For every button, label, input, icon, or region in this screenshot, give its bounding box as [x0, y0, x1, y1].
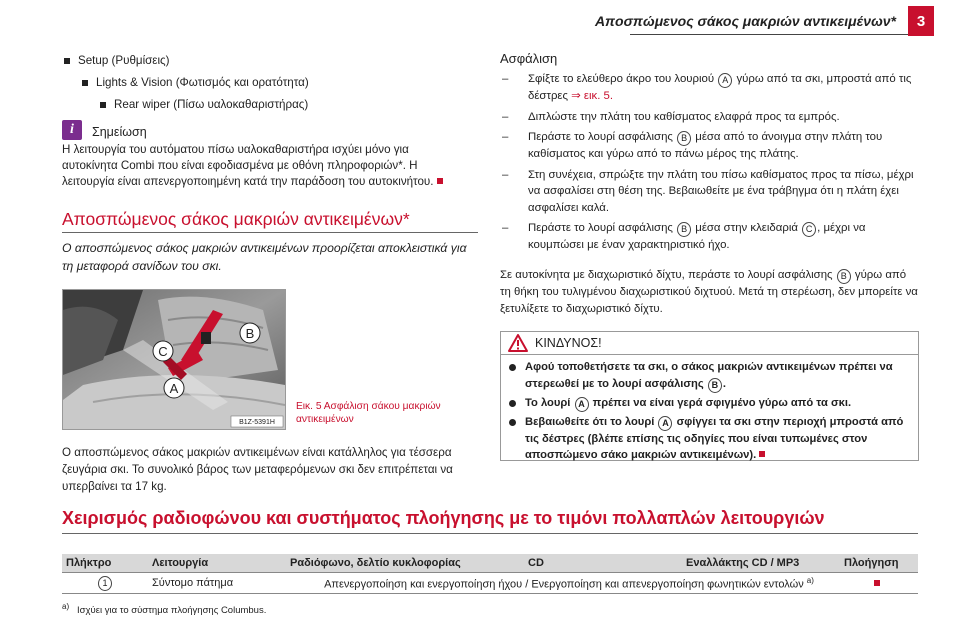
description-cell: Απενεργοποίηση και ενεργοποίηση ήχου / Ενεργοποίηση και απενεργοποίηση φωνητικών εντολών $^{a)}$	[286, 573, 918, 594]
list-item: Setup (Ρυθμίσεις)	[62, 52, 482, 69]
end-mark-icon	[759, 451, 765, 457]
section-title: Αποσπώμενος σάκος μακριών αντικειμένων*	[62, 209, 410, 229]
footnote: $^{a)}$ Ισχύει για το σύστημα πλοήγησης Columbus.	[62, 602, 267, 617]
divider-net-paragraph: Σε αυτοκίνητα με διαχωριστικό δίχτυ, περάστε το λουρί ασφάλισης B γύρω από τη θήκη του τυλιγμένου διαχωριστικού διχτυού. Μετά τη στερέωση, δεν μπορείτε να ξετυλίξετε το διαχωριστικό δίχτυ.	[500, 269, 918, 315]
section-rule	[62, 232, 478, 233]
capacity-paragraph: Ο αποσπώμενος σάκος μακριών αντικειμένων είναι κατάλληλος για τέσσερα ζευγάρια σκι. Το συνολικό βάρος των μεταφερόμενων σκι δεν επιτρέπεται να υπερβαίνει τα 17 kg.	[62, 446, 453, 493]
arrow-right-icon: ⇒	[571, 90, 581, 102]
end-mark-icon	[874, 580, 880, 586]
figure-label-a: A	[169, 381, 179, 396]
label-c-marker: C	[802, 222, 816, 237]
step-item: – Περάστε το λουρί ασφάλισης B μέσα από το άνοιγμα στην πλάτη του καθίσματος και γύρω από το πάνω μέρος της πλάτης.	[500, 129, 918, 163]
header-rule	[630, 34, 912, 35]
label-b-marker: B	[677, 131, 691, 146]
label-b-marker: B	[677, 222, 691, 237]
list-item: Lights & Vision (Φωτισμός και ορατότητα)	[80, 74, 482, 91]
list-item: Rear wiper (Πίσω υαλοκαθαριστήρας)	[98, 96, 482, 113]
label-b-marker: B	[708, 378, 722, 393]
label-a-marker: A	[575, 397, 589, 412]
figure-label-c: C	[158, 344, 168, 359]
step-item: – Διπλώστε την πλάτη του καθίσματος ελαφρά προς τα εμπρός.	[500, 109, 918, 126]
figure-photo	[62, 289, 286, 430]
steering-wheel-heading: Χειρισμός ραδιοφώνου και συστήματος πλοήγησης με το τιμόνι πολλαπλών λειτουργιών	[62, 508, 825, 528]
step-item: – Σφίξτε το ελεύθερο άκρο του λουριού A γύρω από τα σκι, μπροστά από τις δέστρες ⇒ εικ. 5.	[500, 71, 918, 105]
car-seat-illustration	[63, 290, 285, 429]
col-function: Λειτουργία	[148, 554, 286, 573]
col-changer: Εναλλάκτης CD / MP3	[682, 554, 840, 573]
figure-reference[interactable]: εικ. 5.	[583, 90, 614, 102]
figure-label-b: B	[245, 326, 255, 341]
label-a-marker: A	[658, 416, 672, 431]
table-header-row	[62, 554, 918, 573]
col-radio: Ραδιόφωνο, δελτίο κυκλοφορίας	[286, 554, 524, 573]
danger-box	[500, 331, 919, 461]
function-cell: Σύντομο πάτημα	[148, 573, 286, 594]
danger-header	[501, 332, 918, 355]
danger-item: Το λουρί A πρέπει να είναι γερά σφιγμένο γύρω από τα σκι.	[507, 395, 907, 412]
securing-steps	[500, 71, 918, 258]
label-b-marker: B	[837, 269, 851, 284]
table-row	[62, 573, 918, 594]
col-navigation: Πλοήγηση	[840, 554, 918, 573]
key-1-marker: 1	[98, 576, 112, 591]
note-body: Η λειτουργία του αυτόματου πίσω υαλοκαθαριστήρα ισχύει μόνο για αυτοκίνητα Combi που είναι εφοδιασμένα με οθόνη πληροφοριών*. Η λειτουργία είναι απενεργοποιημένη κατά την παράδοση του αυτοκινήτου.	[62, 142, 462, 190]
step-item: – Περάστε το λουρί ασφάλισης B μέσα στην κλειδαριά C , μέχρι να κουμπώσει με έναν χαρακτηριστικό ήχο.	[500, 220, 918, 254]
danger-list	[507, 359, 907, 466]
heading-rule	[62, 533, 918, 534]
danger-title: ΚΙΝΔΥΝΟΣ!	[535, 336, 602, 350]
settings-list	[62, 52, 482, 118]
figure-caption: Εικ. 5 Ασφάλιση σάκου μακριών αντικειμένων	[296, 401, 441, 425]
danger-item: Βεβαιωθείτε ότι το λουρί A σφίγγει τα σκι στην περιοχή μπροστά από τις δέστρες (βλέπε επίσης τις οδηγίες που είναι τυπωμένες στον αποσπώμενο σάκο μακριών αντικειμένων).	[507, 414, 907, 464]
col-key: Πλήκτρο	[62, 554, 148, 573]
danger-item: Αφού τοποθετήσετε τα σκι, ο σάκος μακριών αντικειμένων πρέπει να στερεωθεί με το λουρί ασφάλισης B .	[507, 359, 907, 393]
col-cd: CD	[524, 554, 682, 573]
controls-table	[62, 554, 918, 594]
securing-title: Ασφάλιση	[500, 51, 558, 66]
step-item: – Στη συνέχεια, σπρώξτε την πλάτη του πίσω καθίσματος προς τα πίσω, μέχρι να ασφαλίσει στη θέση της. Βεβαιωθείτε με ένα τράβηγμα ότι η πλάτη έχει ασφαλίσει καλά.	[500, 167, 918, 217]
figure-code: B1Z-5391H	[239, 419, 275, 426]
info-icon: i	[62, 120, 82, 140]
label-a-marker: A	[718, 73, 732, 88]
page-number: 3	[908, 6, 934, 36]
section-intro: Ο αποσπώμενος σάκος μακριών αντικειμένων προορίζεται αποκλειστικά για τη μεταφορά σανίδων του σκι.	[62, 241, 467, 273]
warning-triangle-icon	[507, 333, 529, 353]
running-header-title: Αποσπώμενος σάκος μακριών αντικειμένων*	[594, 13, 896, 29]
note-title: Σημείωση	[92, 125, 147, 139]
end-mark-icon	[437, 178, 443, 184]
